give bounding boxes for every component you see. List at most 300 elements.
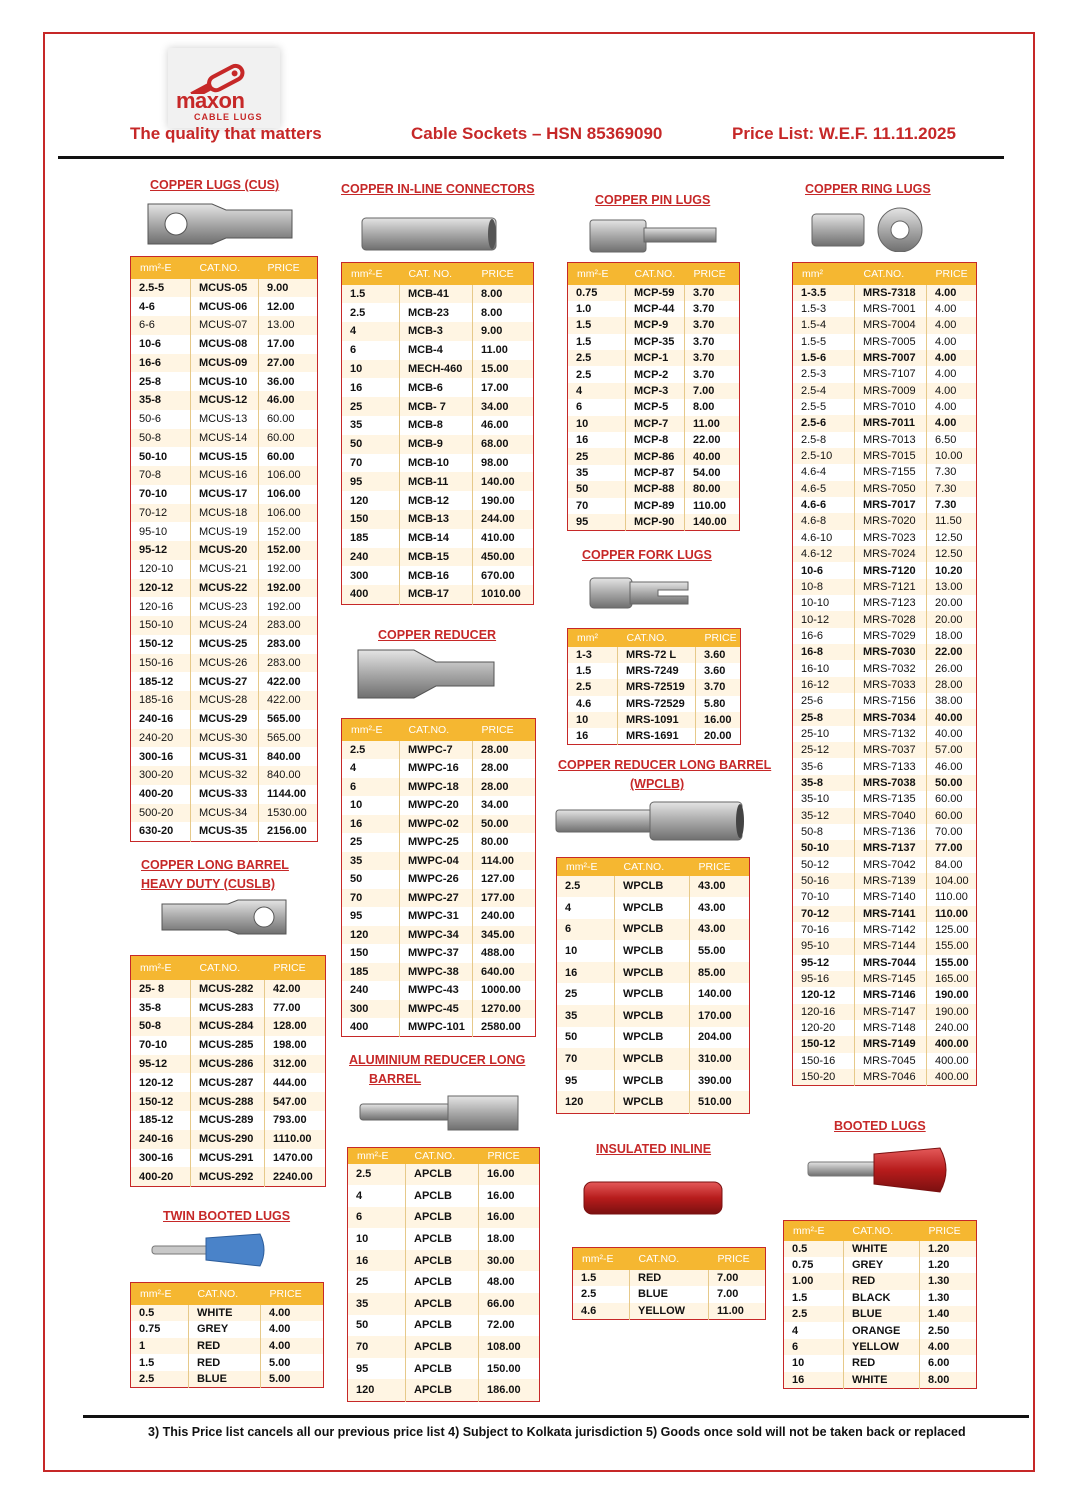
table-row [131, 1354, 324, 1371]
cell-size: 16 [784, 1372, 844, 1388]
cell-size: 240-16 [131, 1130, 191, 1149]
cell-price: 43.00 [690, 919, 750, 941]
cell-catno: MRS-72 L [618, 647, 696, 663]
table-row [131, 1149, 326, 1168]
table-row [348, 1293, 540, 1315]
cell-size: 0.75 [568, 285, 626, 301]
cell-catno: MCB-23 [400, 303, 473, 322]
cell-catno: YELLOW [844, 1339, 920, 1355]
column-header-catno: CAT.NO. [626, 263, 685, 285]
cell-size: 50-8 [131, 429, 191, 448]
cell-catno: MCUS-21 [191, 560, 259, 579]
booted-lug-icon [806, 1146, 952, 1194]
cell-catno: WPCLB [615, 940, 690, 962]
cell-price: 2.50 [920, 1322, 977, 1338]
table-row [342, 491, 534, 510]
column-header-price: PRICE [690, 858, 750, 876]
table-row [131, 579, 318, 598]
cell-size: 10 [568, 712, 618, 728]
cell-price: 4.00 [261, 1321, 324, 1338]
cell-price: 38.00 [927, 693, 977, 709]
cell-catno: MRS-7030 [855, 644, 927, 660]
table-row [557, 983, 750, 1005]
cell-price: 3.70 [685, 366, 740, 382]
cell-price: 36.00 [259, 372, 318, 391]
cell-catno: MRS-7132 [855, 726, 927, 742]
cell-price: 510.00 [690, 1091, 750, 1113]
cell-catno: MRS-7133 [855, 758, 927, 774]
section-title-apclb-2: BARREL [369, 1072, 422, 1086]
cell-catno: MRS-7318 [855, 285, 927, 301]
table-row [342, 833, 536, 852]
table-row [784, 1257, 977, 1273]
cell-size: 150 [342, 510, 400, 529]
cell-catno: WPCLB [615, 876, 690, 898]
cell-price: 60.00 [259, 429, 318, 448]
cell-price: 192.00 [259, 579, 318, 598]
cell-size: 1.5 [568, 317, 626, 333]
cell-catno: MCB-14 [400, 529, 473, 548]
footer-divider [83, 1415, 1029, 1418]
cell-price: 114.00 [473, 852, 536, 871]
cell-catno: MRS-7020 [855, 513, 927, 529]
table-row [342, 303, 534, 322]
cell-size: 1 [131, 1338, 189, 1355]
cell-catno: MRS-7034 [855, 709, 927, 725]
cell-size: 95 [557, 1070, 615, 1092]
table-row [131, 1167, 326, 1186]
cell-price: 4.00 [920, 1339, 977, 1355]
cell-size: 10 [342, 796, 400, 815]
table-row [342, 341, 534, 360]
cell-catno: MCB-41 [400, 285, 473, 304]
cell-catno: BLUE [844, 1306, 920, 1322]
price-table-booted [783, 1220, 977, 1389]
cell-catno: MCP-87 [626, 465, 685, 481]
column-header-catno: CAT.NO. [191, 257, 259, 279]
table-row [348, 1207, 540, 1229]
cell-size: 50-6 [131, 410, 191, 429]
cell-catno: BLUE [630, 1286, 709, 1303]
section-title-apclb-1: ALUMINIUM REDUCER LONG [349, 1053, 526, 1067]
cell-price: 793.00 [265, 1111, 326, 1130]
cell-price: 77.00 [265, 998, 326, 1017]
section-title-inline: COPPER IN-LINE CONNECTORS [341, 182, 535, 196]
table-row [342, 852, 536, 871]
cell-price: 17.00 [473, 378, 534, 397]
cell-size: 16 [348, 1250, 406, 1272]
cell-catno: MCP-9 [626, 317, 685, 333]
column-header-size: mm²-E [573, 1248, 630, 1270]
cell-catno: MCUS-28 [191, 691, 259, 710]
ring-lug-icon [810, 206, 928, 252]
cell-catno: MCP-89 [626, 498, 685, 514]
cell-catno: MRS-7029 [855, 628, 927, 644]
long-barrel-lug-icon [158, 894, 290, 940]
table-row [131, 316, 318, 335]
cell-catno: MCUS-17 [191, 485, 259, 504]
table-row [131, 785, 318, 804]
cell-price: 565.00 [259, 710, 318, 729]
table-row [348, 1358, 540, 1380]
cell-catno: MCB-8 [400, 416, 473, 435]
cell-price: 28.00 [473, 778, 536, 797]
cell-size: 10 [348, 1228, 406, 1250]
cell-price: 547.00 [265, 1092, 326, 1111]
cell-price: 152.00 [259, 541, 318, 560]
cell-catno: MCUS-13 [191, 410, 259, 429]
cell-size: 50 [342, 435, 400, 454]
table-row [793, 709, 977, 725]
table-row [348, 1228, 540, 1250]
cell-price: 16.00 [696, 712, 741, 728]
cell-price: 13.00 [259, 316, 318, 335]
cell-catno: MRS-7028 [855, 611, 927, 627]
table-row [784, 1241, 977, 1257]
table-row [131, 729, 318, 748]
cell-catno: MCUS-14 [191, 429, 259, 448]
cell-size: 300-16 [131, 747, 191, 766]
header-divider [58, 156, 1004, 159]
cell-price: 400.00 [927, 1069, 977, 1085]
cell-price: 2156.00 [259, 822, 318, 841]
price-table-cus [130, 256, 318, 842]
cell-catno: GREY [844, 1257, 920, 1273]
cell-price: 20.00 [927, 611, 977, 627]
table-row [348, 1379, 540, 1401]
cell-catno: MWPC-26 [400, 870, 473, 889]
cell-size: 4 [568, 383, 626, 399]
cell-size: 25 [348, 1271, 406, 1293]
table-row [568, 416, 740, 432]
cell-catno: MRS-7044 [855, 955, 927, 971]
cell-price: 1470.00 [265, 1149, 326, 1168]
table-row [131, 354, 318, 373]
cell-catno: MCP-3 [626, 383, 685, 399]
table-row [793, 350, 977, 366]
table-row [793, 530, 977, 546]
cell-size: 150-12 [793, 1036, 855, 1052]
cell-size: 240 [342, 548, 400, 567]
cell-price: 4.00 [927, 301, 977, 317]
cell-size: 35-10 [793, 791, 855, 807]
cell-catno: MCUS-34 [191, 804, 259, 823]
cell-catno: MWPC-20 [400, 796, 473, 815]
table-row [793, 562, 977, 578]
cell-catno: MCP-1 [626, 350, 685, 366]
column-header-price: PRICE [265, 956, 326, 980]
table-row [131, 560, 318, 579]
cell-price: 190.00 [927, 987, 977, 1003]
cell-price: 9.00 [473, 322, 534, 341]
cell-size: 50 [557, 1027, 615, 1049]
table-row [784, 1290, 977, 1306]
cell-catno: GREY [189, 1321, 261, 1338]
section-title-ring: COPPER RING LUGS [805, 182, 931, 196]
cell-price: 283.00 [259, 635, 318, 654]
table-row [131, 297, 318, 316]
cell-price: 4.00 [261, 1338, 324, 1355]
cell-size: 50 [348, 1315, 406, 1337]
table-row [793, 955, 977, 971]
cell-price: 16.00 [479, 1164, 540, 1186]
column-header-price: PRICE [259, 257, 318, 279]
cell-size: 2.5-8 [793, 432, 855, 448]
cell-size: 1.5 [573, 1270, 630, 1287]
table-row [793, 383, 977, 399]
cell-price: 4.00 [927, 317, 977, 333]
table-row [793, 889, 977, 905]
brand-name: maxon [176, 88, 245, 113]
cell-catno: RED [844, 1355, 920, 1371]
table-row [342, 759, 536, 778]
cell-catno: MRS-72529 [618, 696, 696, 712]
cell-catno: MRS-7007 [855, 350, 927, 366]
cell-catno: MRS-7121 [855, 579, 927, 595]
table-row [793, 432, 977, 448]
cell-price: 640.00 [473, 963, 536, 982]
table-row [784, 1339, 977, 1355]
cell-price: 7.00 [709, 1270, 766, 1287]
cell-price: 60.00 [259, 410, 318, 429]
table-row [568, 334, 740, 350]
table-row [348, 1250, 540, 1272]
cell-catno: MCUS-10 [191, 372, 259, 391]
table-row [793, 873, 977, 889]
table-row [784, 1355, 977, 1371]
table-header-row [793, 263, 977, 285]
table-row [568, 383, 740, 399]
cell-price: 70.00 [927, 824, 977, 840]
cell-catno: MCUS-29 [191, 710, 259, 729]
cell-size: 25 [342, 397, 400, 416]
cell-size: 50-10 [793, 840, 855, 856]
cell-catno: MWPC-101 [400, 1018, 473, 1037]
table-row [568, 679, 741, 695]
cell-catno: MWPC-04 [400, 852, 473, 871]
table-row [131, 672, 318, 691]
column-header-price: PRICE [920, 1221, 977, 1241]
cell-size: 1.5-3 [793, 301, 855, 317]
table-row [131, 1073, 326, 1092]
table-row [793, 1053, 977, 1069]
cell-size: 16 [557, 962, 615, 984]
cell-size: 2.5-6 [793, 415, 855, 431]
cell-price: 85.00 [690, 962, 750, 984]
cell-price: 155.00 [927, 938, 977, 954]
cell-catno: MCUS-24 [191, 616, 259, 635]
table-header-row [784, 1221, 977, 1241]
cell-size: 4.6-4 [793, 464, 855, 480]
cell-catno: MCP-59 [626, 285, 685, 301]
price-table-inline [341, 262, 534, 605]
cell-size: 25-8 [793, 709, 855, 725]
cell-size: 35 [342, 852, 400, 871]
cell-size: 120-20 [793, 1020, 855, 1036]
section-title-fork: COPPER FORK LUGS [582, 548, 712, 562]
cell-price: 110.00 [927, 906, 977, 922]
cell-size: 25-12 [793, 742, 855, 758]
cell-catno: MRS-7141 [855, 906, 927, 922]
cell-catno: RED [630, 1270, 709, 1287]
cell-price: 80.00 [473, 833, 536, 852]
cell-catno: APCLB [406, 1207, 479, 1229]
table-row [131, 747, 318, 766]
cell-size: 150-10 [131, 616, 191, 635]
cell-price: 192.00 [259, 560, 318, 579]
cell-catno: RED [844, 1273, 920, 1289]
table-row [557, 919, 750, 941]
column-header-size: mm²-E [131, 956, 191, 980]
cell-size: 2.5 [342, 303, 400, 322]
table-row [793, 513, 977, 529]
cell-price: 20.00 [927, 595, 977, 611]
cell-price: 400.00 [927, 1053, 977, 1069]
cell-size: 16-6 [131, 354, 191, 373]
cell-catno: MRS-7032 [855, 660, 927, 676]
cell-size: 70-10 [131, 1036, 191, 1055]
cell-size: 400 [342, 585, 400, 604]
cell-size: 4 [342, 759, 400, 778]
column-header-catno: CAT.NO. [400, 719, 473, 741]
cell-catno: ORANGE [844, 1322, 920, 1338]
cell-catno: WPCLB [615, 983, 690, 1005]
table-row [131, 1036, 326, 1055]
cell-price: 422.00 [259, 691, 318, 710]
cell-price: 2580.00 [473, 1018, 536, 1037]
cell-price: 140.00 [690, 983, 750, 1005]
cell-price: 283.00 [259, 616, 318, 635]
table-row [131, 1130, 326, 1149]
cell-price: 400.00 [927, 1036, 977, 1052]
table-row [557, 1091, 750, 1113]
cell-price: 7.00 [685, 383, 740, 399]
cell-catno: MRS-7009 [855, 383, 927, 399]
cell-price: 26.00 [927, 660, 977, 676]
cell-size: 2.5-5 [793, 399, 855, 415]
cell-price: 16.00 [479, 1207, 540, 1229]
column-header-size: mm² [568, 629, 618, 647]
table-row [342, 870, 536, 889]
table-row [557, 940, 750, 962]
cell-size: 300-16 [131, 1149, 191, 1168]
cell-price: 1110.00 [265, 1130, 326, 1149]
cell-size: 185-16 [131, 691, 191, 710]
table-row [568, 712, 741, 728]
cell-catno: WPCLB [615, 1048, 690, 1070]
section-title-booted: BOOTED LUGS [834, 1119, 926, 1133]
cell-size: 16-6 [793, 628, 855, 644]
cell-price: 11.50 [927, 513, 977, 529]
table-row [568, 514, 740, 530]
cell-price: 1.20 [920, 1257, 977, 1273]
cell-catno: MCP-44 [626, 301, 685, 317]
table-row [131, 522, 318, 541]
cell-price: 12.00 [259, 297, 318, 316]
cell-price: 22.00 [927, 644, 977, 660]
cell-size: 6 [342, 341, 400, 360]
column-header-size: mm²-E [342, 263, 400, 285]
cell-price: 43.00 [690, 876, 750, 898]
cell-catno: MRS-1091 [618, 712, 696, 728]
table-row [348, 1271, 540, 1293]
cell-size: 120-16 [793, 1004, 855, 1020]
cell-catno: MCB-11 [400, 472, 473, 491]
cell-size: 16 [342, 378, 400, 397]
cell-size: 120-16 [131, 597, 191, 616]
cell-price: 1270.00 [473, 1000, 536, 1019]
cell-size: 2.5-10 [793, 448, 855, 464]
cell-price: 4.00 [927, 350, 977, 366]
cell-size: 95-10 [131, 522, 191, 541]
cell-catno: MCP-8 [626, 432, 685, 448]
twin-booted-lug-icon [150, 1232, 270, 1268]
cell-size: 70 [568, 498, 626, 514]
table-row [131, 691, 318, 710]
cell-size: 120 [348, 1379, 406, 1401]
cell-size: 4.6-5 [793, 481, 855, 497]
cell-size: 2.5-5 [131, 279, 191, 298]
cell-catno: MRS-7139 [855, 873, 927, 889]
cell-size: 4.6 [573, 1303, 630, 1320]
cell-catno: MRS-7038 [855, 775, 927, 791]
cell-catno: MRS-7135 [855, 791, 927, 807]
cell-price: 40.00 [927, 726, 977, 742]
cell-size: 1.5-6 [793, 350, 855, 366]
cell-size: 10-8 [793, 579, 855, 595]
cell-catno: MRS-7146 [855, 987, 927, 1003]
cell-size: 120 [342, 926, 400, 945]
table-row [131, 410, 318, 429]
cell-price: 110.00 [685, 498, 740, 514]
cell-price: 3.70 [685, 301, 740, 317]
table-row [131, 710, 318, 729]
cell-price: 240.00 [473, 907, 536, 926]
cell-size: 70-12 [131, 504, 191, 523]
price-table-fork [567, 628, 741, 745]
cell-size: 2.5-4 [793, 383, 855, 399]
cell-size: 2.5 [557, 876, 615, 898]
column-header-size: mm²-E [131, 257, 191, 279]
copper-reducer-icon [354, 648, 498, 700]
cell-catno: MRS-7017 [855, 497, 927, 513]
cell-size: 95-12 [793, 955, 855, 971]
cell-size: 70 [342, 889, 400, 908]
cell-catno: WPCLB [615, 962, 690, 984]
cell-price: 27.00 [259, 354, 318, 373]
cell-catno: MCUS-284 [191, 1017, 265, 1036]
section-title-insulated: INSULATED INLINE [596, 1142, 712, 1156]
table-row [784, 1306, 977, 1322]
cell-price: 488.00 [473, 944, 536, 963]
cell-catno: MCUS-08 [191, 335, 259, 354]
cell-size: 10 [568, 416, 626, 432]
cell-catno: MCUS-282 [191, 980, 265, 999]
header-hsn: Cable Sockets – HSN 85369090 [411, 124, 663, 143]
cell-size: 4.6-6 [793, 497, 855, 513]
section-title-twin: TWIN BOOTED LUGS [163, 1209, 291, 1223]
cell-size: 240-16 [131, 710, 191, 729]
cell-size: 2.5-3 [793, 366, 855, 382]
cell-size: 150 [342, 944, 400, 963]
cell-catno: MCP-7 [626, 416, 685, 432]
cell-catno: MCUS-16 [191, 466, 259, 485]
cell-price: 54.00 [685, 465, 740, 481]
cell-size: 2.5 [784, 1306, 844, 1322]
cell-price: 125.00 [927, 922, 977, 938]
cell-size: 630-20 [131, 822, 191, 841]
cell-catno: MRS-72519 [618, 679, 696, 695]
